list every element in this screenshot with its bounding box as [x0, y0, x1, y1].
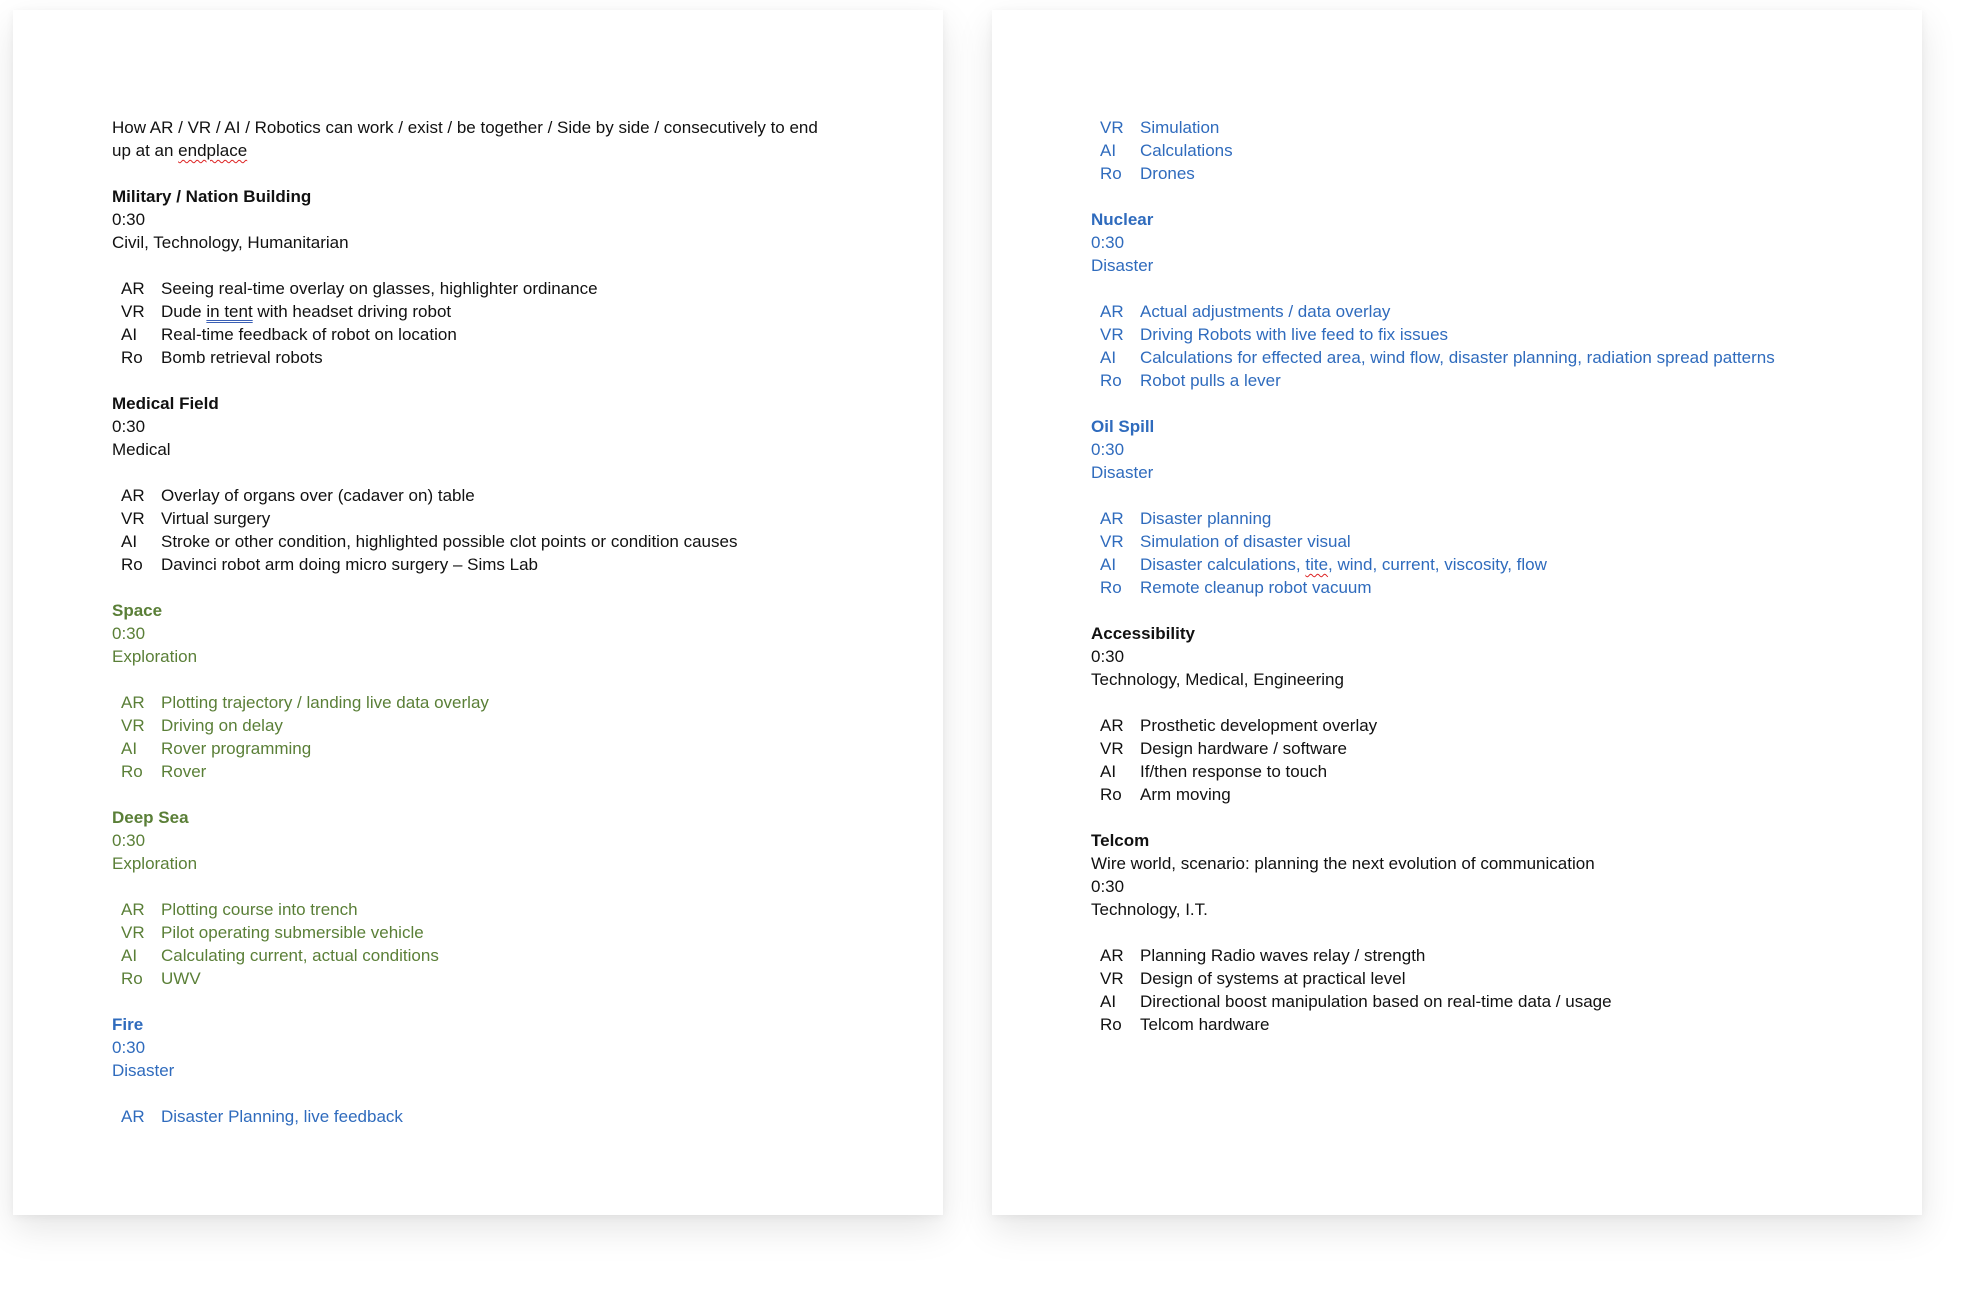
list-item: [112, 967, 892, 990]
list-item: [112, 1105, 892, 1128]
item-text: Driving Robots with live feed to fix issues: [1140, 325, 1449, 344]
section-nuclear: [1091, 208, 1871, 392]
item-abbr: AR: [121, 279, 145, 298]
item-abbr: AR: [121, 693, 145, 712]
section-time: 0:30: [112, 624, 146, 643]
list-item: [1091, 530, 1871, 553]
section-category: Exploration: [112, 647, 198, 666]
list-item: [1091, 1013, 1871, 1036]
section-title: Medical Field: [112, 394, 219, 413]
section-title: Military / Nation Building: [112, 187, 312, 206]
item-text: Seeing real-time overlay on glasses, highlighter ordinance: [161, 279, 598, 298]
item-text: Overlay of organs over (cadaver on) table: [161, 486, 475, 505]
item-text: Robot pulls a lever: [1140, 371, 1281, 390]
item-abbr: AI: [121, 946, 138, 965]
item-text: Stroke or other condition, highlighted possible clot points or condition causes: [161, 532, 738, 551]
list-item: [1091, 714, 1871, 737]
item-abbr: Ro: [121, 969, 143, 988]
grammar-flag[interactable]: in tent: [206, 302, 253, 321]
item-text: Design hardware / software: [1140, 739, 1347, 758]
list-item: [1091, 737, 1871, 760]
item-text-suffix: with headset driving robot: [252, 302, 452, 321]
item-text: Directional boost manipulation based on real-time data / usage: [1140, 992, 1612, 1011]
section-category: Technology, Medical, Engineering: [1091, 670, 1344, 689]
section-title: Accessibility: [1091, 624, 1195, 643]
list-item: [1091, 323, 1871, 346]
list-item: [112, 921, 892, 944]
item-text: Calculating current, actual conditions: [161, 946, 439, 965]
list-item: [112, 737, 892, 760]
item-abbr: AI: [121, 532, 138, 551]
item-text: Remote cleanup robot vacuum: [1140, 578, 1372, 597]
item-text: Arm moving: [1140, 785, 1231, 804]
item-text: Pilot operating submersible vehicle: [161, 923, 424, 942]
item-text: Prosthetic development overlay: [1140, 716, 1378, 735]
item-abbr: VR: [1100, 969, 1124, 988]
item-text: Plotting course into trench: [161, 900, 358, 919]
section-category: Disaster: [112, 1061, 175, 1080]
section-time: 0:30: [112, 1038, 146, 1057]
item-abbr: AR: [1100, 716, 1124, 735]
list-item: [112, 898, 892, 921]
list-item: [1091, 300, 1871, 323]
section-title: Space: [112, 601, 163, 620]
section-telcom: [1091, 829, 1871, 1036]
section-category: Medical: [112, 440, 171, 459]
item-text-prefix: Dude: [161, 302, 207, 321]
list-item: [112, 300, 892, 323]
list-item: [112, 714, 892, 737]
section-subtitle: Wire world, scenario: planning the next evolution of communication: [1091, 854, 1595, 873]
item-abbr: VR: [1100, 739, 1124, 758]
section-space: [112, 599, 892, 783]
list-item: [112, 346, 892, 369]
list-item: [1091, 369, 1871, 392]
item-text: Davinci robot arm doing micro surgery – Sims Lab: [161, 555, 538, 574]
section-time: 0:30: [1091, 877, 1125, 896]
item-abbr: AI: [121, 739, 138, 758]
section-title: Oil Spill: [1091, 417, 1155, 436]
list-item: [112, 323, 892, 346]
item-text: Calculations for effected area, wind flow, disaster planning, radiation spread patterns: [1140, 348, 1775, 367]
list-item: [1091, 116, 1871, 139]
section-deep-sea: [112, 806, 892, 990]
item-abbr: AI: [1100, 555, 1117, 574]
intro-line-1: How AR / VR / AI / Robotics can work / exist / be together / Side by side / consecutively to end: [112, 118, 818, 137]
item-abbr: AI: [121, 325, 138, 344]
item-abbr: VR: [121, 923, 145, 942]
list-item: [1091, 760, 1871, 783]
intro-line-2-text: up at an: [112, 141, 179, 160]
list-item: [112, 507, 892, 530]
item-abbr: AR: [1100, 946, 1124, 965]
item-abbr: AR: [121, 486, 145, 505]
item-text: Virtual surgery: [161, 509, 271, 528]
item-abbr: AI: [1100, 762, 1117, 781]
list-item: [112, 944, 892, 967]
list-item: [1091, 553, 1871, 576]
section-time: 0:30: [1091, 233, 1125, 252]
list-item: [112, 553, 892, 576]
page-1: [13, 10, 943, 1215]
item-abbr: AR: [1100, 302, 1124, 321]
list-item: [1091, 944, 1871, 967]
section-category: Disaster: [1091, 256, 1154, 275]
item-text: Rover: [161, 762, 207, 781]
section-title: Nuclear: [1091, 210, 1154, 229]
intro-line-2: [112, 139, 892, 162]
list-item: [1091, 507, 1871, 530]
section-military: [112, 185, 892, 369]
section-time: 0:30: [112, 417, 146, 436]
section-title: Deep Sea: [112, 808, 189, 827]
section-time: 0:30: [1091, 647, 1125, 666]
item-abbr: AI: [1100, 141, 1117, 160]
item-text-suffix: , wind, current, viscosity, flow: [1328, 555, 1547, 574]
misspelled-word[interactable]: endplace: [178, 141, 248, 160]
section-title: Fire: [112, 1015, 144, 1034]
list-item: [112, 691, 892, 714]
item-text: Calculations: [1140, 141, 1233, 160]
intro-paragraph[interactable]: [112, 116, 892, 162]
list-item: [112, 484, 892, 507]
page-1-content: [112, 116, 892, 1151]
item-text: UWV: [161, 969, 201, 988]
list-item: [1091, 967, 1871, 990]
list-item: [112, 277, 892, 300]
list-item: [1091, 990, 1871, 1013]
item-abbr: AR: [121, 1107, 145, 1126]
page-2-content: [1091, 116, 1871, 1059]
item-text: Simulation: [1140, 118, 1220, 137]
item-text: If/then response to touch: [1140, 762, 1328, 781]
item-abbr: Ro: [121, 762, 143, 781]
item-abbr: Ro: [1100, 164, 1122, 183]
list-item: [112, 760, 892, 783]
item-text: Rover programming: [161, 739, 312, 758]
item-text: Disaster Planning, live feedback: [161, 1107, 403, 1126]
list-item: [1091, 346, 1871, 369]
item-abbr: AI: [1100, 348, 1117, 367]
item-text: Disaster planning: [1140, 509, 1272, 528]
item-text: Actual adjustments / data overlay: [1140, 302, 1391, 321]
section-accessibility: [1091, 622, 1871, 806]
item-text: Drones: [1140, 164, 1195, 183]
section-category: Exploration: [112, 854, 198, 873]
list-item: [1091, 162, 1871, 185]
item-abbr: VR: [1100, 532, 1124, 551]
item-text: Bomb retrieval robots: [161, 348, 323, 367]
item-text: Design of systems at practical level: [1140, 969, 1406, 988]
item-abbr: Ro: [121, 555, 143, 574]
item-abbr: Ro: [1100, 578, 1122, 597]
section-fire: [112, 1013, 892, 1128]
item-text: Simulation of disaster visual: [1140, 532, 1351, 551]
list-item: [1091, 576, 1871, 599]
item-text: Planning Radio waves relay / strength: [1140, 946, 1426, 965]
item-abbr: VR: [1100, 118, 1124, 137]
section-title: Telcom: [1091, 831, 1150, 850]
item-abbr: AR: [121, 900, 145, 919]
item-abbr: VR: [121, 509, 145, 528]
page-2: [992, 10, 1922, 1215]
item-abbr: VR: [1100, 325, 1124, 344]
list-item: [1091, 139, 1871, 162]
item-text-prefix: Disaster calculations,: [1140, 555, 1306, 574]
item-abbr: VR: [121, 302, 145, 321]
section-time: 0:30: [112, 210, 146, 229]
item-text: [1140, 553, 1871, 576]
fire-continued: [1091, 116, 1871, 185]
item-abbr: AR: [1100, 509, 1124, 528]
list-item: [1091, 783, 1871, 806]
section-category: Disaster: [1091, 463, 1154, 482]
item-abbr: AI: [1100, 992, 1117, 1011]
item-abbr: Ro: [1100, 1015, 1122, 1034]
section-category: Civil, Technology, Humanitarian: [112, 233, 349, 252]
item-abbr: Ro: [1100, 785, 1122, 804]
section-oil-spill: [1091, 415, 1871, 599]
item-text: Real-time feedback of robot on location: [161, 325, 457, 344]
item-text: [161, 300, 892, 323]
item-text: Driving on delay: [161, 716, 283, 735]
item-text: Telcom hardware: [1140, 1015, 1270, 1034]
section-category: Technology, I.T.: [1091, 900, 1208, 919]
item-abbr: VR: [121, 716, 145, 735]
misspelled-word[interactable]: tite: [1305, 555, 1329, 574]
section-medical: [112, 392, 892, 576]
section-time: 0:30: [112, 831, 146, 850]
item-abbr: Ro: [121, 348, 143, 367]
item-abbr: Ro: [1100, 371, 1122, 390]
item-text: Plotting trajectory / landing live data overlay: [161, 693, 489, 712]
section-time: 0:30: [1091, 440, 1125, 459]
list-item: [112, 530, 892, 553]
